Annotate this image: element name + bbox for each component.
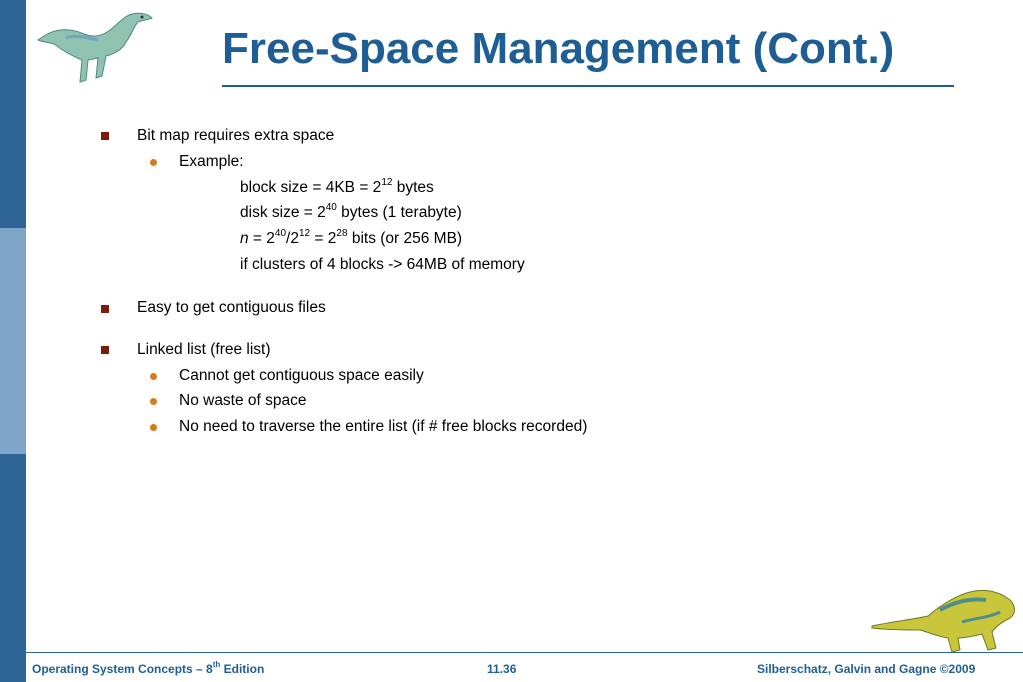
- example-disk-size: disk size = $2^{40}$ bytes (1 terabyte): [240, 201, 462, 221]
- square-bullet-icon: [101, 346, 109, 354]
- footer-authors: Silberschatz, Galvin and Gagne ©2009: [757, 662, 976, 676]
- side-bar-middle: [0, 228, 26, 454]
- example-n-bits: $n = 2^{40}/2^{12} = 2^{28}$ bits (or 256 MB): [240, 227, 463, 247]
- round-bullet-icon: [150, 424, 157, 431]
- round-bullet-icon: [150, 159, 157, 166]
- bullet-linked-list: Linked list (free list): [137, 341, 271, 358]
- square-bullet-icon: [101, 305, 109, 313]
- bullet-contiguous: Easy to get contiguous files: [137, 299, 326, 316]
- dinosaur-logo-bottom: [870, 582, 1018, 654]
- dinosaur-logo-top: [36, 6, 156, 86]
- title-divider: [222, 85, 954, 87]
- square-bullet-icon: [101, 132, 109, 140]
- round-bullet-icon: [150, 398, 157, 405]
- example-clusters: if clusters of 4 blocks -> 64MB of memory: [240, 256, 525, 273]
- slide-title: Free-Space Management (Cont.): [222, 24, 895, 73]
- sub-bullet-no-waste: No waste of space: [179, 392, 307, 409]
- side-bar-top: [0, 0, 26, 228]
- footer-divider: [26, 652, 1023, 653]
- sub-bullet-example: Example:: [179, 153, 244, 170]
- side-bar-bottom: [0, 454, 26, 682]
- bullet-bit-map: Bit map requires extra space: [137, 127, 335, 144]
- footer-slide-number: 11.36: [487, 662, 517, 676]
- example-block-size: block size = $4KB = 2^{12}$ bytes: [240, 176, 434, 196]
- footer-book-title: Operating System Concepts – 8th Edition: [32, 660, 265, 676]
- sub-bullet-no-contiguous: Cannot get contiguous space easily: [179, 367, 424, 384]
- sub-bullet-no-traverse: No need to traverse the entire list (if # free blocks recorded): [179, 418, 588, 435]
- round-bullet-icon: [150, 373, 157, 380]
